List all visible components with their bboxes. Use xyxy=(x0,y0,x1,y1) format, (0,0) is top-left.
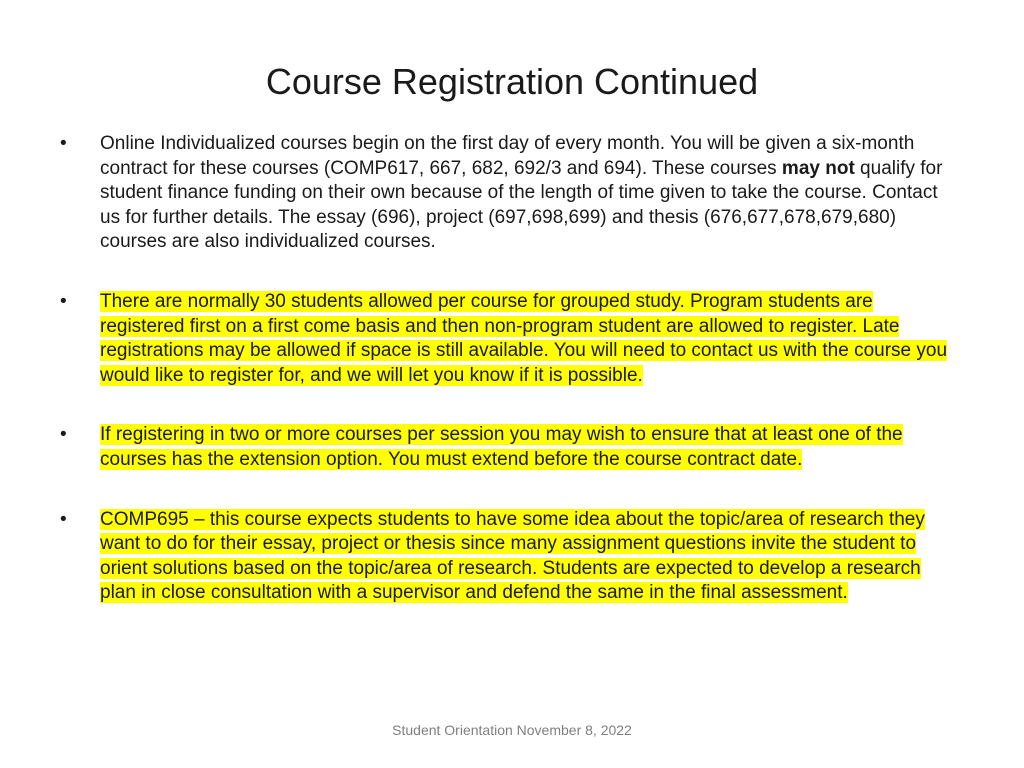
bullet-list xyxy=(56,132,956,641)
bullet-dot: • xyxy=(60,508,67,530)
bullet-extension-option xyxy=(56,423,956,472)
slide-title: Course Registration Continued xyxy=(265,61,759,102)
highlighted-bullet-text: If registering in two or more courses per session you may wish to ensure that at least one of the courses has the extension option. You must extend before the course contract date. xyxy=(100,424,903,470)
bullet-text: Online Individualized courses begin on the first day of every month. You will be given a six-month contract for these courses (COMP617, 667, 682, 692/3 and 694). These courses may not qualify for student finance funding on their own because of the length of time given to take the course. Contact us for further details. The essay (696), project (697,698,699) and thesis (676,677,678,679,680) courses are also individualized courses. xyxy=(100,133,943,253)
slide-footer: Student Orientation November 8, 2022 xyxy=(392,722,632,738)
highlighted-bullet-text: COMP695 – this course expects students to have some idea about the topic/area of research they want to do for their essay, project or thesis since many assignment questions invite the student to orient solutions based on the topic/area of research. Students are expected to develop a research plan in close consultation with a supervisor and defend the same in the final assessment. xyxy=(100,508,925,604)
bold-text: may not xyxy=(781,157,855,179)
bullet-online-individualized xyxy=(56,132,956,255)
bullet-comp695 xyxy=(56,508,956,606)
bullet-dot: • xyxy=(60,133,67,154)
bullet-dot: • xyxy=(60,424,67,446)
highlighted-bullet-text: There are normally 30 students allowed per course for grouped study. Program students are registered first on a first come basis and then non-program student are allowed to register. Late registrations may be allowed if space is still available. You will need to contact us with the course you would like to register for, and we will let you know if it is possible. xyxy=(100,290,948,386)
bullet-grouped-study xyxy=(56,290,956,388)
bullet-dot: • xyxy=(60,290,67,312)
